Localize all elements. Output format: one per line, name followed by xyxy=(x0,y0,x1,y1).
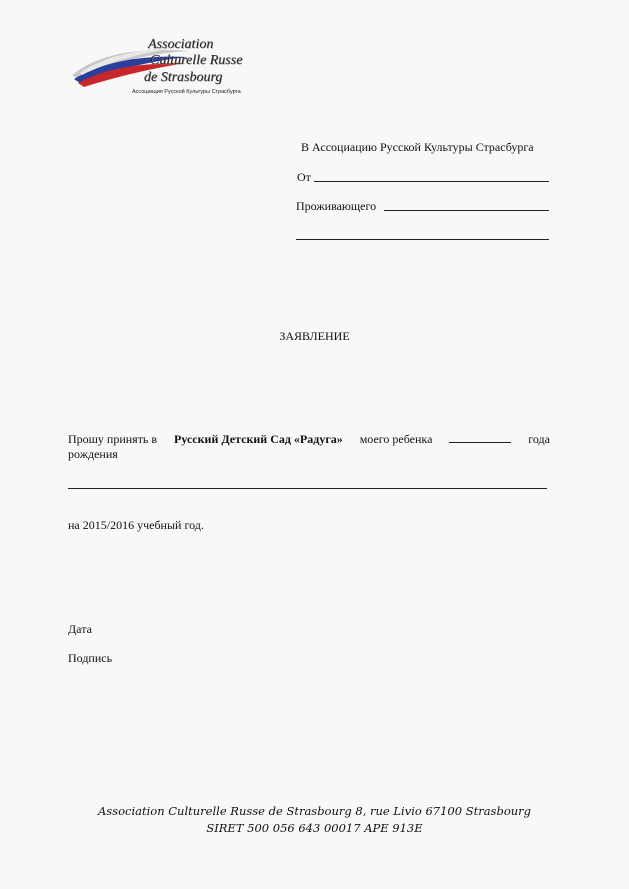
child-name-field[interactable] xyxy=(68,488,547,489)
date-label: Дата xyxy=(68,622,92,636)
request-line xyxy=(68,432,550,447)
request-part1: Прошу принять в xyxy=(68,432,158,446)
address-continuation-field[interactable] xyxy=(296,239,549,240)
from-label: От xyxy=(297,170,311,184)
school-year: на 2015/2016 учебный год. xyxy=(68,518,204,532)
addressee-to: В Ассоциацию Русской Культуры Страсбурга xyxy=(301,140,534,154)
residing-label: Проживающего xyxy=(296,199,377,213)
request-part4: рождения xyxy=(68,447,118,461)
from-field[interactable] xyxy=(314,181,549,182)
document-title: ЗАЯВЛЕНИЕ xyxy=(279,329,350,343)
logo-text-line1: Association xyxy=(148,37,214,52)
logo-subtitle: Ассоциация Русской Культуры Страсбурга xyxy=(132,89,241,95)
logo-text-line2: Culturelle Russe xyxy=(150,53,243,68)
logo-text-line3: de Strasbourg xyxy=(144,70,223,85)
request-part2: моего ребенка xyxy=(359,432,433,446)
kindergarten-name: Русский Детский Сад «Радуга» xyxy=(174,432,343,446)
request-part3: года xyxy=(528,432,550,446)
residing-field[interactable] xyxy=(384,210,549,211)
birth-year-field[interactable] xyxy=(449,432,511,443)
association-logo xyxy=(70,33,250,103)
footer-address: Association Culturelle Russe de Strasbourg 8, rue Livio 67100 Strasbourg xyxy=(97,804,532,818)
signature-label: Подпись xyxy=(68,651,113,665)
footer-siret: SIRET 500 056 643 00017 APE 913E xyxy=(206,821,423,835)
